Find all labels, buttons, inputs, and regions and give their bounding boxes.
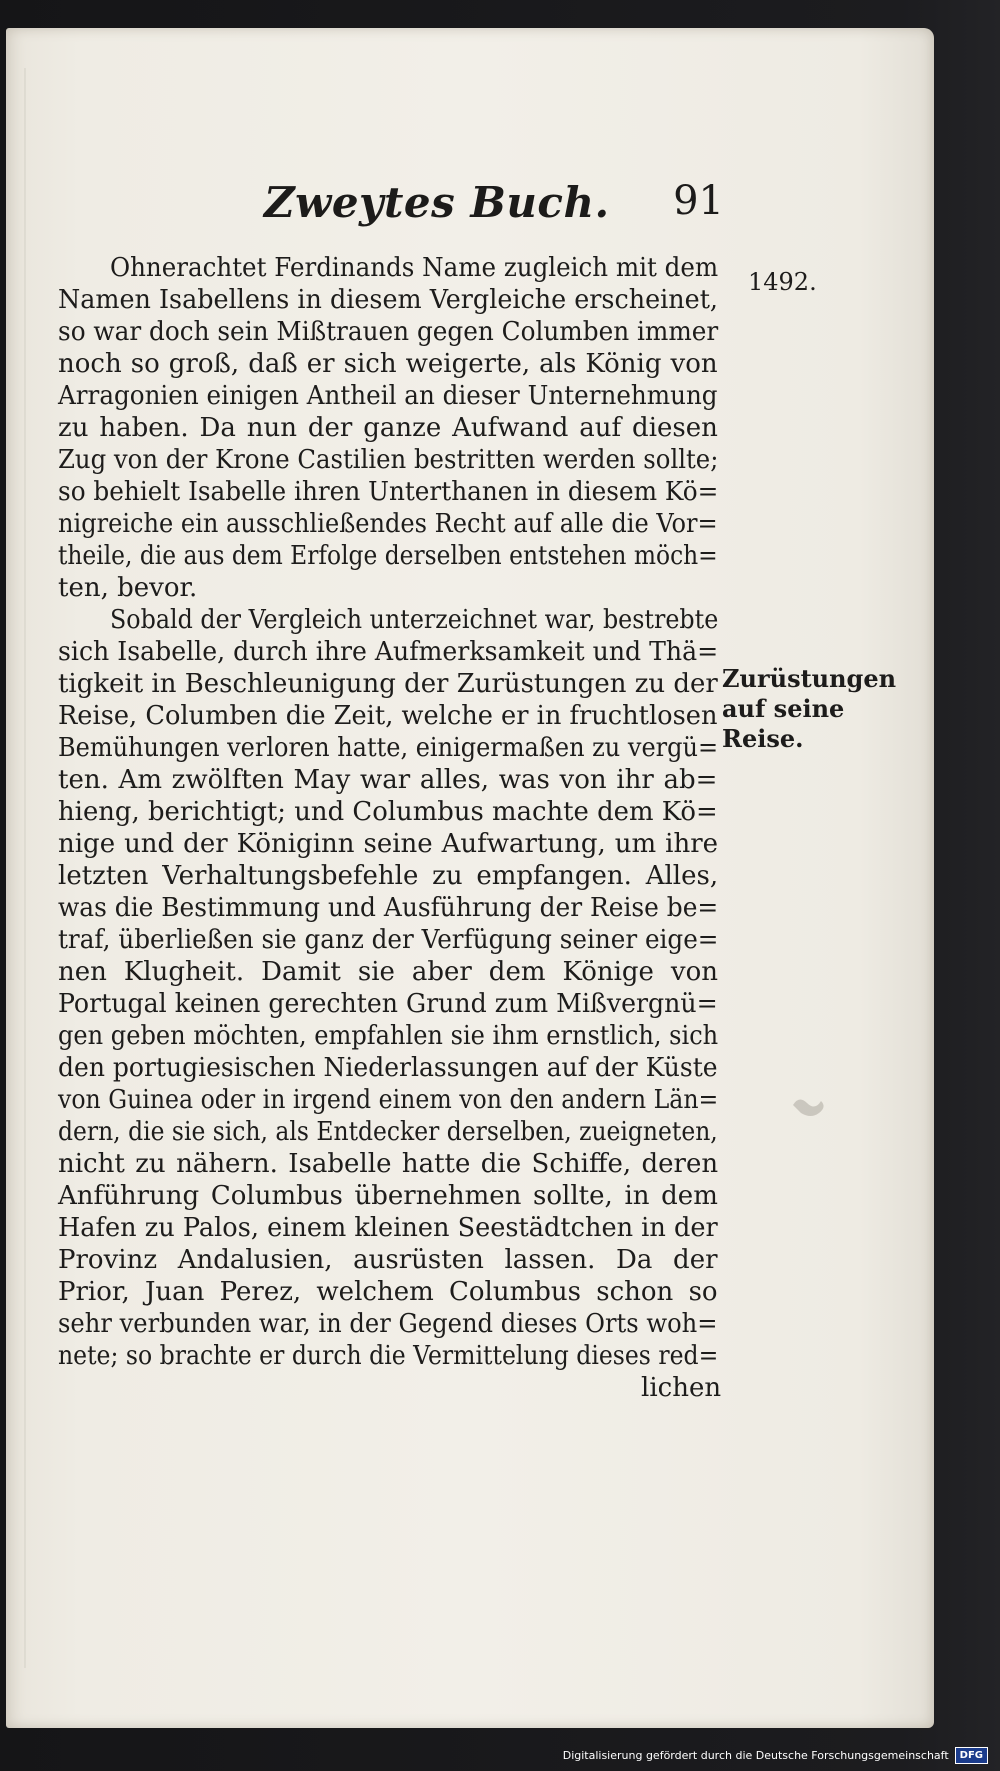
text-line: Prior, Juan Perez, welchem Columbus schon so — [58, 1277, 718, 1307]
digitization-footer — [563, 1745, 988, 1765]
text-line: Zug von der Krone Castilien bestritten werden sollte; — [58, 445, 719, 475]
text-line: was die Bestimmung und Ausführung der Reise be= — [58, 893, 719, 923]
footer-credit: Digitalisierung gefördert durch die Deutsche Forschungsgemeinschaft — [562, 1748, 949, 1762]
catchword: lichen — [641, 1373, 722, 1403]
page-header — [264, 178, 724, 238]
text-line: nen Klugheit. Damit sie aber dem Könige von — [58, 957, 718, 987]
text-line: traf, überließen sie ganz der Verfügung seiner eige= — [58, 925, 719, 955]
text-line: von Guinea oder in irgend einem von den andern Län= — [58, 1085, 719, 1115]
dfg-logo-icon: DFG — [955, 1747, 988, 1764]
text-line: Portugal keinen gerechten Grund zum Mißvergnü= — [58, 989, 718, 1019]
text-line: Reise, Columben die Zeit, welche er in fruchtlosen — [58, 701, 718, 731]
text-line: Ohnerachtet Ferdinands Name zugleich mit dem — [110, 253, 719, 283]
text-line: theile, die aus dem Erfolge derselben entstehen möch= — [58, 541, 718, 571]
margin-note-line: auf seine — [722, 694, 845, 723]
text-line: gen geben möchten, empfahlen sie ihm ernstlich, sich — [58, 1021, 719, 1051]
text-line: tigkeit in Beschleunigung der Zurüstungen zu der — [58, 669, 718, 699]
text-line: noch so groß, daß er sich weigerte, als König von — [58, 349, 718, 379]
text-line: Sobald der Vergleich unterzeichnet war, bestrebte — [110, 605, 719, 635]
book-page — [6, 28, 934, 1728]
margin-year: 1492. — [748, 268, 817, 296]
text-line: Provinz Andalusien, ausrüsten lassen. Da der — [58, 1245, 718, 1275]
text-line: dern, die sie sich, als Entdecker derselben, zueigneten, — [58, 1117, 718, 1147]
text-line: letzten Verhaltungsbefehle zu empfangen. Alles, — [58, 861, 719, 891]
ink-bleed-mark — [789, 1091, 831, 1119]
text-line: sich Isabelle, durch ihre Aufmerksamkeit und Thä= — [58, 637, 719, 667]
text-line: ten, bevor. — [58, 573, 198, 603]
text-line: Namen Isabellens in diesem Vergleiche erscheinet, — [58, 285, 718, 315]
text-line: hieng, berichtigt; und Columbus machte dem Kö= — [58, 797, 718, 827]
text-line: so behielt Isabelle ihren Unterthanen in diesem Kö= — [58, 477, 719, 507]
text-line: den portugiesischen Niederlassungen auf der Küste — [58, 1053, 718, 1083]
text-line: Anführung Columbus übernehmen sollte, in dem — [58, 1181, 718, 1211]
margin-note — [722, 664, 897, 754]
text-line: nicht zu nähern. Isabelle hatte die Schiffe, deren — [58, 1149, 719, 1179]
text-line: Arragonien einigen Antheil an dieser Unternehmung — [58, 381, 718, 411]
text-line: ten. Am zwölften May war alles, was von ihr ab= — [58, 765, 718, 795]
margin-note-line: Reise. — [722, 724, 804, 753]
page-number: 91 — [673, 178, 724, 224]
text-line: nige und der Königinn seine Aufwartung, um ihre — [58, 829, 719, 859]
text-line: Bemühungen verloren hatte, einigermaßen zu vergü= — [58, 733, 719, 763]
text-line: nigreiche ein ausschließendes Recht auf alle die Vor= — [58, 509, 718, 539]
text-line: nete; so brachte er durch die Vermittelung dieses red= — [58, 1341, 719, 1371]
text-line: Hafen zu Palos, einem kleinen Seestädtchen in der — [58, 1213, 718, 1243]
text-line: sehr verbunden war, in der Gegend dieses Orts woh= — [58, 1309, 718, 1339]
text-line: so war doch sein Mißtrauen gegen Columben immer — [58, 317, 719, 347]
running-head: Zweytes Buch. — [264, 178, 610, 227]
margin-note-line: Zurüstungen — [722, 664, 897, 693]
text-line: zu haben. Da nun der ganze Aufwand auf diesen — [58, 413, 718, 443]
